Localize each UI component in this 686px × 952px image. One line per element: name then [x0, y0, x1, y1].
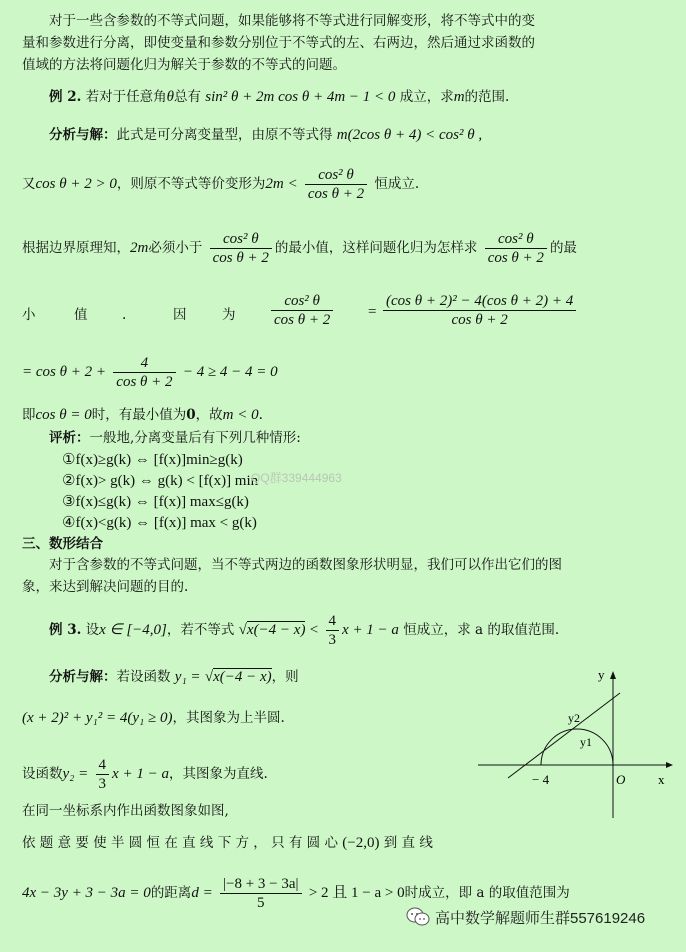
example-2-text-d: 的范围.	[464, 89, 510, 105]
fraction-numerator: cos² θ	[210, 230, 272, 249]
step-3-b: 必须小于	[148, 240, 203, 256]
fraction-numerator: |−8 + 3 − 3a|	[220, 875, 302, 894]
step-2	[22, 166, 419, 203]
step-4-char-3: .	[122, 307, 127, 323]
step-3-fraction-1	[210, 230, 272, 267]
fraction-numerator: cos² θ	[485, 230, 547, 249]
step-5-fraction	[113, 354, 175, 391]
example-2-label: 例 2.	[49, 89, 82, 105]
fraction-denominator: 3	[98, 776, 107, 792]
final-c: 时成立，即 a 的取值范围为	[404, 885, 570, 901]
fraction-denominator: cos θ + 2	[451, 312, 508, 328]
example-3-c: 恒成立，求 a 的取值范围.	[403, 622, 560, 638]
fraction-numerator: cos² θ	[271, 292, 333, 311]
step-4-char-4: 因	[173, 307, 187, 323]
analysis-3	[49, 666, 299, 688]
step-5-a: = cos θ + 2 +	[22, 364, 106, 380]
step-6-d: .	[258, 407, 263, 423]
analysis-3-a: 若设函数	[116, 669, 171, 685]
condition-tail: 到 直 线	[383, 835, 433, 851]
function-graph	[470, 660, 680, 820]
step-6-a: 即	[22, 407, 36, 423]
step-2-cond: cos θ + 2 > 0	[35, 176, 117, 192]
analysis-1-text: 此式是可分离变量型，由原不等式得	[116, 127, 333, 143]
analysis-1-label: 分析与解：	[49, 127, 117, 143]
analysis-3-label: 分析与解：	[49, 669, 117, 685]
step-3-a: 根据边界原理知，	[22, 240, 130, 256]
comment-item-4: ④f(x)<g(k) ⇔ [f(x)] max < g(k)	[62, 515, 257, 531]
circle-equation	[22, 707, 285, 729]
sqrt-expression: √x(−4 − x)	[238, 622, 306, 638]
step-2-lhs: 2m <	[265, 176, 298, 192]
step-3-c: 的最小值，这样问题化归为怎样求	[274, 240, 478, 256]
step-6	[22, 404, 263, 426]
fraction-denominator: 3	[328, 632, 337, 648]
step-2-b: ，则原不等式等价变形为	[116, 176, 266, 192]
comment-heading	[49, 427, 301, 449]
comment-item-3: ③f(x)≤g(k) ⇔ [f(x)] max≤g(k)	[62, 494, 249, 510]
step-4-fraction-2	[380, 292, 579, 329]
intro-line-3: 值域的方法将问题化归为解关于参数的不等式的问题。	[22, 57, 346, 73]
step-6-result: m < 0	[222, 407, 259, 423]
final-a: 的距离	[150, 885, 192, 901]
step-2-fraction	[305, 166, 367, 203]
line-def-a: 设函数	[22, 766, 63, 782]
circle-formula: (x + 2)² + y₁² = 4(y₁ ≥ 0)	[22, 710, 173, 726]
circle-text: ，其图象为上半圆.	[172, 710, 285, 726]
condition-text: 依 题 意 要 使 半 圆 恒 在 直 线 下 方 ， 只 有 圆 心	[22, 835, 338, 851]
analysis-1-formula: m(2cos θ + 4) < cos² θ ,	[336, 127, 483, 143]
step-3-d: 的最	[549, 240, 577, 256]
analysis-3-y1: y₁ =	[174, 669, 201, 685]
example-2-m: m	[453, 89, 465, 105]
line-def-fraction	[96, 756, 110, 793]
analysis-3-b: ，则	[271, 669, 299, 685]
intro-line-2: 量和参数进行分离，即使变量和参数分别位于不等式的左、右两边，然后通过求函数的	[22, 35, 535, 51]
fraction-denominator: cos θ + 2	[307, 186, 365, 202]
condition-line	[22, 832, 433, 854]
example-3-domain: x ∈ [−4,0]	[99, 622, 167, 638]
x-axis-arrow	[666, 762, 673, 768]
fraction-numerator: 4	[113, 354, 175, 373]
y2-label: y2	[568, 711, 580, 725]
step-6-cond: cos θ = 0	[35, 407, 92, 423]
final-d: d =	[191, 885, 213, 901]
fraction-denominator: 5	[257, 895, 265, 911]
line-def-rest: x + 1 − a	[112, 766, 169, 782]
line-def-y2: y₂ =	[62, 766, 89, 782]
step-4-char-1: 小	[22, 307, 36, 323]
comment-label: 评析：	[49, 430, 90, 446]
example-3-label: 例 3.	[49, 622, 82, 638]
x-axis-label: x	[658, 772, 665, 787]
example-2-text-b: 总有	[173, 89, 201, 105]
wechat-watermark	[406, 906, 645, 928]
step-3-fraction-2	[485, 230, 547, 267]
comment-item-1: ①f(x)≥g(k) ⇔ [f(x)]min≥g(k)	[62, 452, 243, 468]
sqrt-body: x(−4 − x)	[213, 669, 272, 685]
example-2	[49, 86, 509, 108]
fraction-denominator: cos θ + 2	[487, 250, 544, 266]
intro-line-1: 对于一些含参数的不等式问题，如果能够将不等式进行同解变形，将不等式中的变	[49, 13, 535, 29]
example-3-a: 设	[85, 622, 100, 638]
comment-text: 一般地,分离变量后有下列几种情形:	[89, 430, 301, 446]
example-3-fraction	[326, 612, 340, 649]
analysis-1	[49, 124, 482, 146]
step-2-c: 恒成立.	[374, 176, 420, 192]
step-3-lhs: 2m	[130, 240, 149, 256]
step-3	[22, 230, 577, 267]
line-definition	[22, 756, 268, 793]
example-3-rest: x + 1 − a	[342, 622, 399, 638]
sqrt-expression: √x(−4 − x)	[204, 669, 272, 685]
fraction-numerator: 4	[326, 612, 340, 631]
example-2-text-a: 若对于任意角	[85, 89, 167, 105]
step-5-b: − 4 ≥ 4 − 4 = 0	[182, 364, 278, 380]
qq-watermark: QQ群339444963	[251, 471, 342, 485]
sqrt-body: x(−4 − x)	[246, 622, 306, 638]
origin-label: O	[616, 772, 626, 787]
y1-label: y1	[580, 735, 592, 749]
comment-item-2: ②f(x)> g(k) ⇔ g(k) < [f(x)] min	[62, 473, 259, 489]
final-b: > 2 且 1 − a > 0	[308, 885, 405, 901]
fraction-denominator: cos θ + 2	[274, 312, 331, 328]
section-3-line-2: 象，来达到解决问题的目的.	[22, 579, 189, 595]
watermark-text: 高中数学解题师生群557619246	[435, 909, 646, 927]
step-6-c: ，故	[195, 407, 223, 423]
example-2-formula: sin² θ + 2m cos θ + 4m − 1 < 0	[205, 89, 396, 105]
step-4-equals: =	[368, 304, 377, 320]
step-6-b: 时，有最小值为	[91, 407, 187, 423]
example-3-b: ，若不等式	[166, 622, 235, 638]
circle-center: (−2,0)	[342, 835, 380, 851]
minus-four-label: − 4	[532, 772, 550, 787]
fraction-denominator: cos θ + 2	[212, 250, 269, 266]
step-6-zero: 0	[186, 407, 196, 423]
wechat-icon	[406, 906, 430, 928]
final-line-eq: 4x − 3y + 3 − 3a = 0	[22, 885, 151, 901]
fraction-numerator: (cos θ + 2)² − 4(cos θ + 2) + 4	[383, 292, 576, 311]
line-def-b: ，其图象为直线.	[168, 766, 268, 782]
final-fraction	[220, 875, 302, 912]
y-axis-label: y	[598, 667, 605, 682]
step-4-char-5: 为	[222, 307, 236, 323]
fraction-denominator: cos θ + 2	[116, 374, 173, 390]
same-coordinate-text: 在同一坐标系内作出函数图象如图,	[22, 803, 229, 819]
step-4-char-2: 值	[74, 307, 88, 323]
section-3-line-1: 对于含参数的不等式问题，当不等式两边的函数图象形状明显，我们可以作出它们的图	[49, 557, 562, 573]
theta-symbol: θ	[166, 89, 174, 105]
fraction-numerator: 4	[96, 756, 110, 775]
semicircle-y1	[541, 729, 613, 765]
step-2-a: 又	[22, 176, 36, 192]
section-3-title: 三、数形结合	[22, 536, 103, 552]
example-2-text-c: 成立，求	[399, 89, 454, 105]
y-axis-arrow	[610, 671, 616, 679]
step-5	[22, 354, 278, 391]
example-3	[49, 612, 559, 649]
example-3-lt: <	[309, 622, 319, 638]
step-4-fraction-1	[268, 292, 336, 329]
fraction-numerator: cos² θ	[305, 166, 367, 185]
